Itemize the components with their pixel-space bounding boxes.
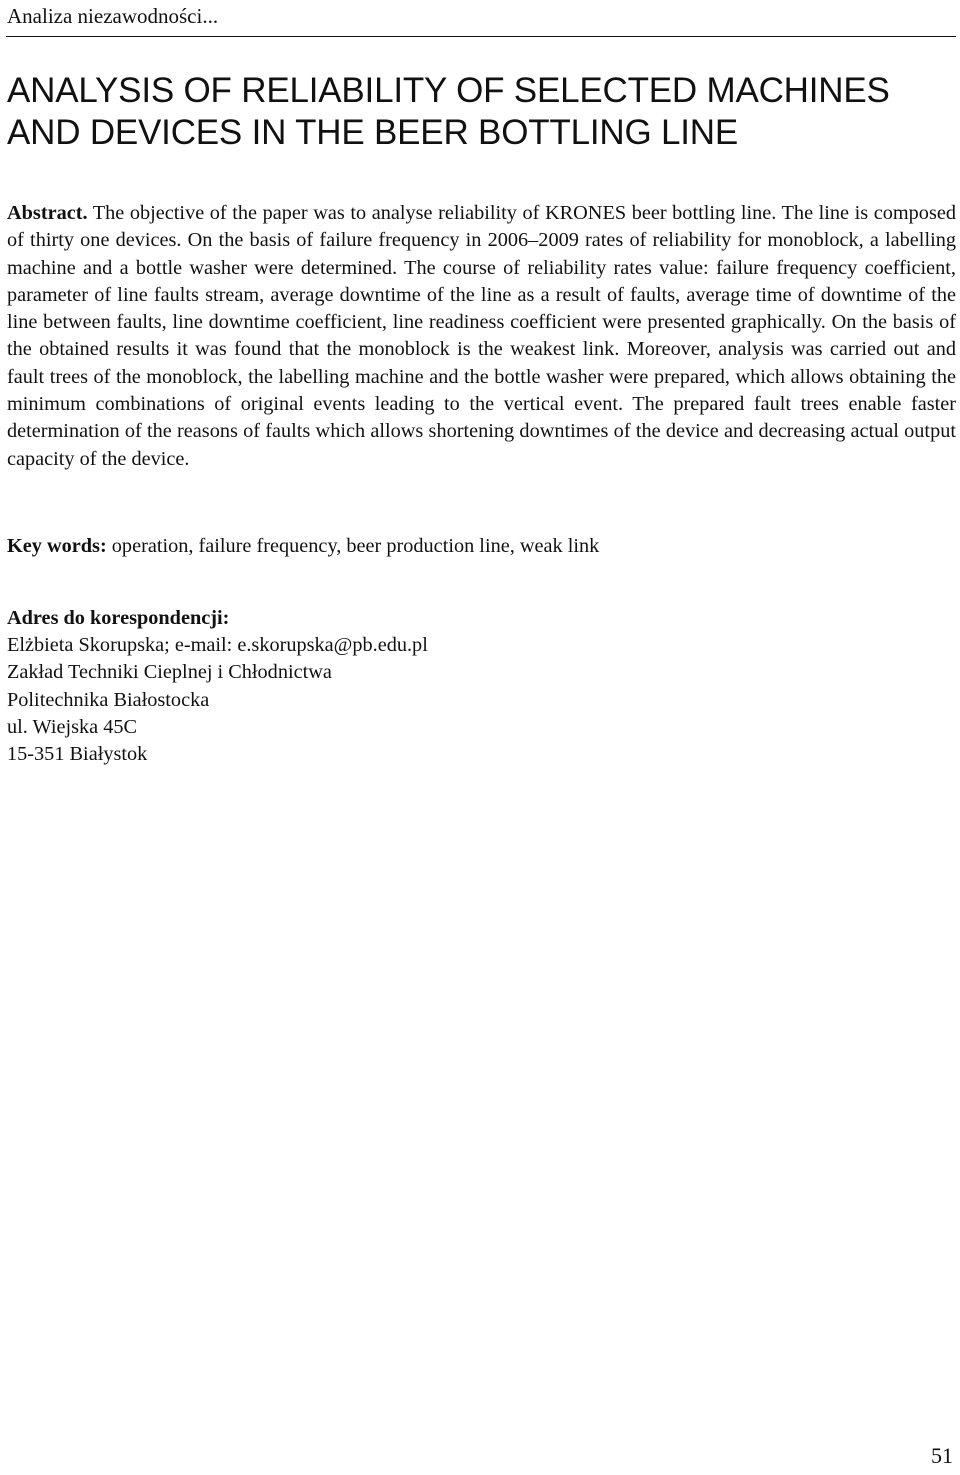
keywords-label: Key words: <box>7 535 107 557</box>
correspondence-university: Politechnika Białostocka <box>7 688 210 711</box>
paper-title <box>7 70 957 154</box>
paper-title-line-2: AND DEVICES IN THE BEER BOTTLING LINE <box>7 113 739 152</box>
correspondence-city: 15-351 Białystok <box>7 743 148 766</box>
keywords-line <box>7 533 956 560</box>
keywords-text: operation, failure frequency, beer production line, weak link <box>111 535 600 557</box>
paper-title-line-1: ANALYSIS OF RELIABILITY OF SELECTED MACHINES <box>7 71 890 110</box>
abstract-paragraph <box>7 200 956 473</box>
correspondence-author-email: Elżbieta Skorupska; e-mail: e.skorupska@pb.edu.pl <box>7 634 428 657</box>
page-number: 51 <box>931 1443 953 1468</box>
abstract-text: The objective of the paper was to analyse reliability of KRONES beer bottling line. The line is composed of thirty one devices. On the basis of failure frequency in 2006–2009 rates of reliability for monoblock, a labelling machine and a bottle washer were determined. The course of reliability rates value: failure frequency coefficient, parameter of line faults stream, average downtime of the line as a result of faults, average time of downtime of the line between faults, line downtime coefficient, line readiness coefficient were presented graphically. On the basis of the obtained results it was found that the monoblock is the weakest link. Moreover, analysis was carried out and fault trees of the monoblock, the labelling machine and the bottle washer were prepared, which allows obtaining the minimum combinations of original events leading to the vertical event. The prepared fault trees enable faster determination of the reasons of faults which allows shortening downtimes of the device and decreasing actual output capacity of the device. <box>7 202 956 470</box>
correspondence-heading: Adres do korespondencji: <box>7 607 230 629</box>
correspondence-department: Zakład Techniki Cieplnej i Chłodnictwa <box>7 661 332 684</box>
correspondence-block <box>7 605 956 768</box>
correspondence-street: ul. Wiejska 45C <box>7 715 138 738</box>
header-rule <box>6 36 956 37</box>
abstract-label: Abstract. <box>7 202 88 224</box>
running-header: Analiza niezawodności... <box>7 4 219 28</box>
